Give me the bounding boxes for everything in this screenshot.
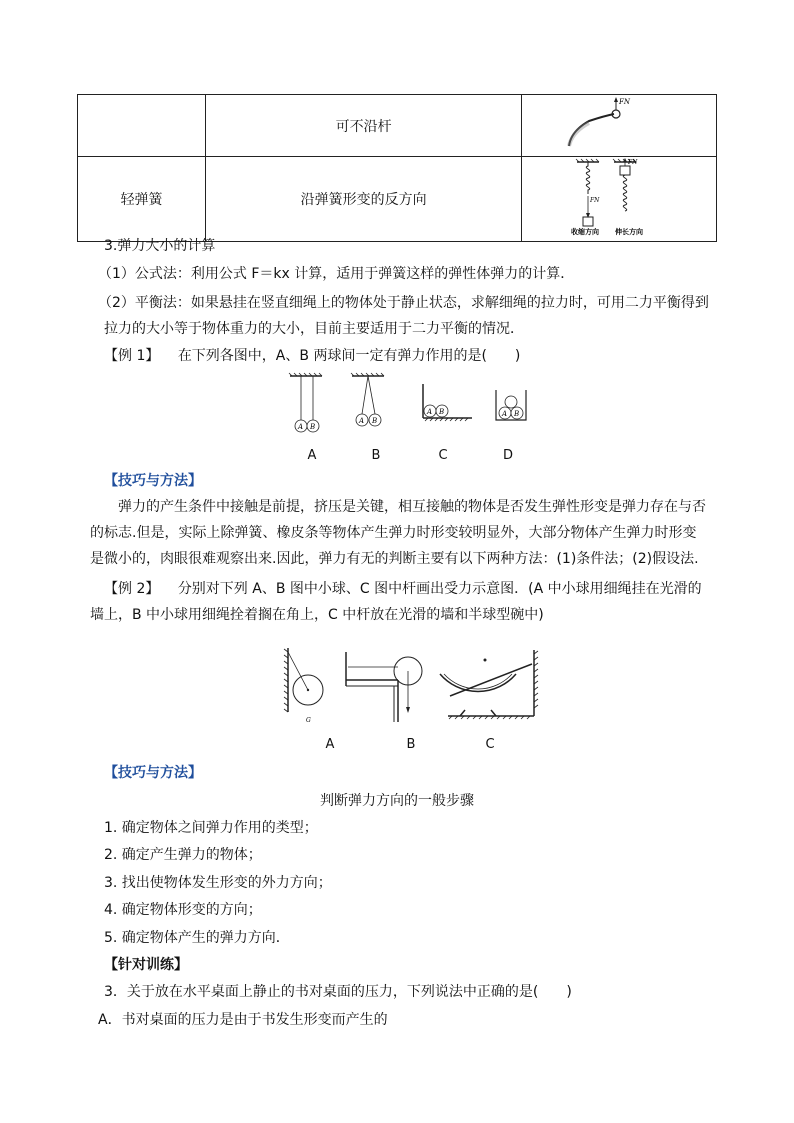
- table-cell-figure: [522, 157, 717, 242]
- step-item: 4. 确定物体形变的方向；: [104, 902, 262, 918]
- ball-b: B: [514, 410, 520, 418]
- steps-subtitle: 判断弹力方向的一般步骤: [320, 793, 474, 809]
- step-item: 5. 确定物体产生的弹力方向．: [104, 930, 290, 946]
- option-label: A: [307, 448, 317, 463]
- ball-a: A: [298, 423, 304, 431]
- training-option-a: A．书对桌面的压力是由于书发生形变而产生的: [98, 1012, 388, 1028]
- option-label: B: [406, 737, 416, 752]
- example1-question: 在下列各图中，A、B 两球间一定有弹力作用的是( ): [177, 348, 521, 364]
- example2-figures: [280, 646, 540, 728]
- step-item: 3. 找出使物体发生形变的外力方向；: [104, 875, 332, 891]
- table-cell-type: 轻弹簧: [78, 157, 206, 242]
- ball-a: A: [502, 410, 508, 418]
- table-cell-direction: 可不沿杆: [206, 95, 522, 157]
- table-row: [78, 95, 717, 157]
- fn-label: FN: [619, 98, 631, 106]
- ball-a: A: [359, 417, 365, 425]
- table-cell-direction: 沿弹簧形变的反方向: [206, 157, 522, 242]
- ball-b: B: [310, 423, 316, 431]
- gravity-label: G: [306, 717, 311, 724]
- fn-left-label: FN: [590, 197, 600, 204]
- tips-title: 【技巧与方法】: [104, 765, 202, 781]
- option-label: C: [438, 448, 448, 463]
- ball-a: A: [427, 408, 433, 416]
- ball-b: B: [439, 408, 445, 416]
- example1-tag: 【例 1】: [104, 348, 160, 364]
- option-label: B: [371, 448, 381, 463]
- section-heading: 3.弹力大小的计算: [104, 238, 216, 254]
- example1-figures: [280, 370, 540, 440]
- formula-method: （1）公式法：利用公式 F＝kx 计算，适用于弹簧这样的弹性体弹力的计算．: [98, 266, 575, 282]
- table-row: [78, 157, 717, 242]
- example2-question: 分别对下列 A、B 图中小球、C 图中杆画出受力示意图．(A 中小球用细绳挂在光滑的墙上，B 中小球用细绳拴着搁在角上，C 中杆放在光滑的墙和半球型碗中): [90, 581, 702, 623]
- ball-b: B: [372, 417, 378, 425]
- caption-stretch: 伸长方向: [615, 228, 644, 236]
- option-label: C: [485, 737, 495, 752]
- step-item: 1. 确定物体之间弹力作用的类型；: [104, 820, 318, 836]
- table-cell-figure: [522, 95, 717, 157]
- step-item: 2. 确定产生弹力的物体；: [104, 847, 262, 863]
- spring-figure: [559, 158, 679, 236]
- training-question: 3．关于放在水平桌面上静止的书对桌面的压力，下列说法中正确的是( ): [104, 984, 572, 1000]
- tips-title: 【技巧与方法】: [104, 473, 202, 489]
- table-cell-type: [78, 95, 206, 157]
- balance-method: （2）平衡法：如果悬挂在竖直细绳上的物体处于静止状态，求解细绳的拉力时，可用二力平衡得到拉力的大小等于物体重力的大小，目前主要适用于二力平衡的情况．: [98, 295, 709, 337]
- force-direction-table: [77, 94, 717, 242]
- tips-paragraph: 弹力的产生条件中接触是前提，挤压是关键，相互接触的物体是否发生弹性形变是弹力存在与否的标志.但是，实际上除弹簧、橡皮条等物体产生弹力时形变较明显外，大部分物体产生弹力时形变是微小的，肉眼很难观察出来.因此，弹力有无的判断主要有以下两种方法：(1)条件法；(2)假设法.: [90, 499, 706, 567]
- option-label: A: [325, 737, 335, 752]
- fn-right-label: FN: [628, 159, 638, 166]
- example1-line: [104, 346, 520, 366]
- training-title: 【针对训练】: [104, 957, 188, 973]
- example2-block: [90, 576, 710, 628]
- option-label: D: [502, 448, 513, 463]
- curved-rod-figure: [559, 96, 679, 151]
- caption-compress: 收缩方向: [571, 228, 600, 236]
- example2-tag: 【例 2】: [104, 581, 160, 597]
